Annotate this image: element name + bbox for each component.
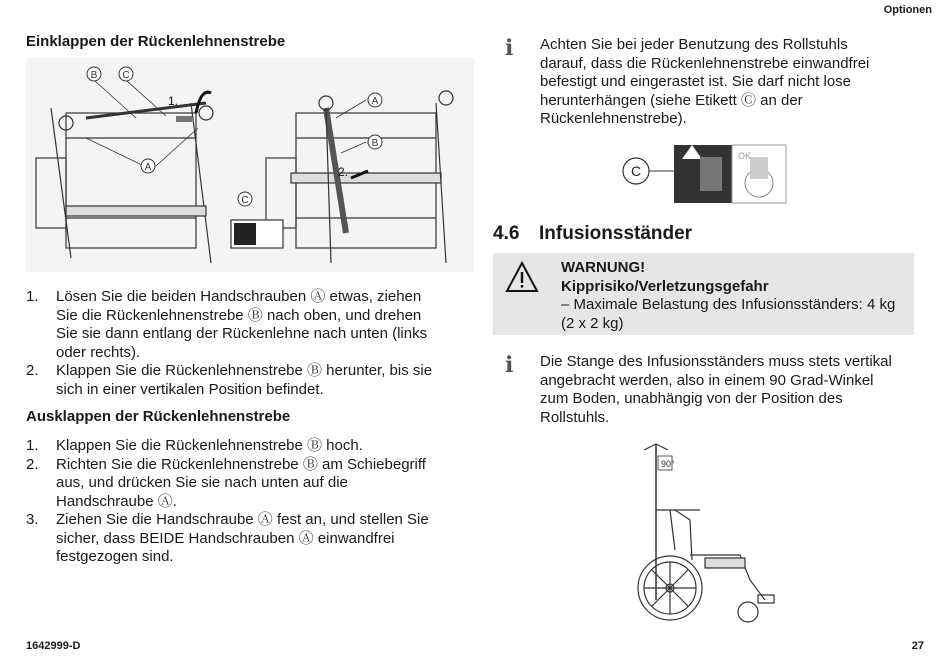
figure-step-1: 1. bbox=[168, 94, 179, 108]
warning-title: WARNUNG! bbox=[561, 259, 646, 276]
warning-label-figure bbox=[622, 143, 787, 205]
angle-label: 90° bbox=[661, 459, 675, 469]
figure-callout-b: B bbox=[90, 70, 98, 81]
fold-steps-list bbox=[26, 288, 444, 399]
iv-pole-illustration bbox=[630, 440, 780, 630]
page-number: 27 bbox=[911, 640, 924, 652]
list-item: 1. Lösen Sie die beiden Handschrauben Ⓐ etwas, ziehen Sie die Rückenlehnenstrebe Ⓑ nach oben, und drehen Sie sie dann entlang der Rückenlehne nach unten (links oder rechts). bbox=[26, 288, 428, 361]
figure-callout-a: A bbox=[144, 162, 152, 173]
document-number: 1642999-D bbox=[26, 640, 81, 652]
figure-callout-c-label: C bbox=[241, 195, 249, 206]
figure-step-2: 2. bbox=[338, 165, 349, 179]
figure-callout-c: C bbox=[122, 70, 130, 81]
warning-box bbox=[493, 253, 914, 335]
list-item: 3. Ziehen Sie die Handschraube Ⓐ fest an, und stellen Sie sicher, dass BEIDE Handschrauben Ⓐ einwandfrei festgezogen sind. bbox=[26, 511, 429, 565]
figure-callout-a-right: A bbox=[371, 96, 379, 107]
fold-heading: Einklappen der Rückenlehnenstrebe bbox=[26, 33, 286, 50]
section-number: 4.6 bbox=[493, 223, 520, 244]
figure-callout-b-right: B bbox=[371, 138, 379, 149]
warning-item: – Maximale Belastung des Infusionsständers: 4 kg (2 x 2 kg) bbox=[561, 296, 896, 332]
list-item: 2. Klappen Sie die Rückenlehnenstrebe Ⓑ herunter, bis sie sich in einer vertikalen Position befindet. bbox=[26, 362, 433, 398]
section-title bbox=[493, 223, 692, 245]
section-label: Optionen bbox=[883, 4, 932, 16]
warning-subtitle: Kipprisiko/Verletzungsgefahr bbox=[561, 277, 769, 295]
unfold-heading: Ausklappen der Rückenlehnenstrebe bbox=[26, 408, 291, 425]
backrest-strut-illustration bbox=[26, 58, 474, 272]
note-iv-pole-vertical: Die Stange des Infusionsständers muss stets vertikal angebracht werden, also in einem 90 Grad-Winkel zum Boden, unabhängig von der Position des Rollstuhls. bbox=[540, 353, 892, 426]
label-ok-text: OK bbox=[738, 151, 752, 161]
list-item: 1. Klappen Sie die Rückenlehnenstrebe Ⓑ hoch. bbox=[26, 437, 363, 454]
iv-pole-wheelchair-figure bbox=[630, 440, 780, 630]
label-callout-c: C bbox=[630, 163, 642, 179]
section-title-text: Infusionsständer bbox=[539, 223, 693, 244]
list-item: 2. Richten Sie die Rückenlehnenstrebe Ⓑ am Schiebegriff aus, und drücken Sie sie nach unten auf die Handschraube Ⓐ. bbox=[26, 455, 426, 510]
unfold-steps-list bbox=[26, 437, 444, 567]
warning-triangle-icon bbox=[505, 261, 539, 293]
info-icon: ℹ bbox=[505, 36, 514, 61]
info-icon: ℹ bbox=[505, 353, 514, 378]
note-strut-secure: Achten Sie bei jeder Benutzung des Rollstuhls darauf, dass die Rückenlehnenstrebe einwandfrei befestigt und eingerastet ist. Sie darf nicht lose herunterhängen (siehe Etikett Ⓒ an der Rückenlehnenstrebe). bbox=[540, 36, 870, 127]
backrest-strut-figure bbox=[26, 58, 474, 272]
